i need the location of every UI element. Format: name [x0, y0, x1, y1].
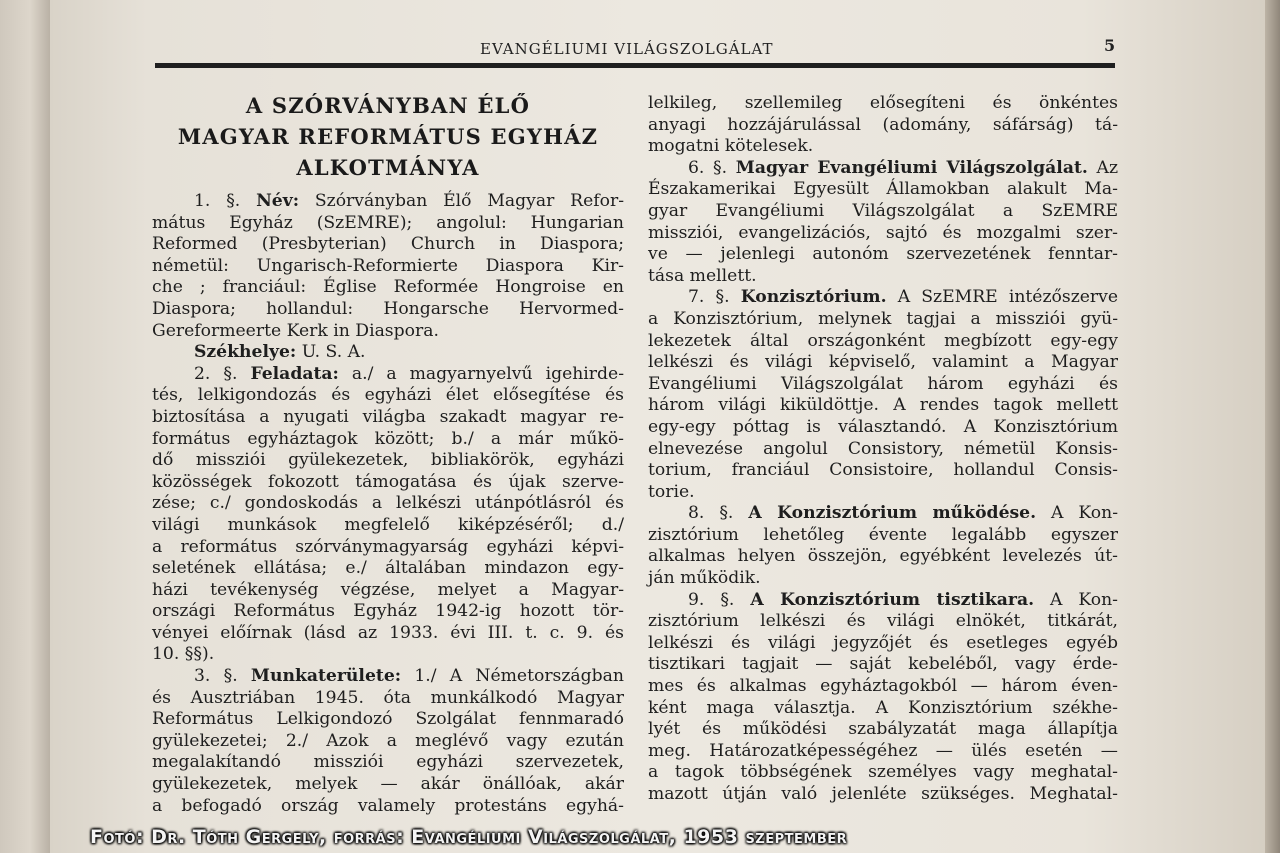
seat-line	[152, 342, 624, 364]
text-line: alkalmas helyen összejön, egyébként levelezés út-	[648, 546, 1118, 567]
text-line: tés, lelkigondozás és egyházi élet elősegítése és	[152, 385, 624, 406]
text-line: lelkileg, szellemileg elősegíteni és önkéntes	[648, 93, 1118, 113]
text-line: dő missziói gyülekezetek, bibliakörök, egyházi	[152, 450, 624, 471]
text-line: gyülekezetek, melyek — akár önállóak, akár	[152, 774, 624, 795]
section-number: 1. §.	[194, 191, 241, 211]
text-line: ként maga választja. A Konzisztórium székhe-	[648, 697, 1118, 718]
text-line: mogatni kötelesek.	[648, 136, 814, 157]
text-line: országi Református Egyház 1942-ig hozott tör-	[152, 601, 624, 622]
text-line: gyülekezetei; 2./ Azok a meglévő vagy ezután	[152, 730, 624, 751]
photo-credit-caption: Fotó: Dr. Tóth Gergely, forrás: Evangéliumi Világszolgálat, 1953 szeptember	[90, 826, 848, 848]
text-line: megalakítandó missziói egyházi szervezetek,	[152, 752, 624, 773]
text-line: Diaspora; hollandul: Hongarsche Hervormed-	[152, 298, 624, 319]
text-line: 10. §§).	[152, 644, 215, 665]
text-line: a református szórványmagyarság egyházi képvi-	[152, 536, 624, 557]
text-line: tisztikari tagjait — saját kebeléből, vagy érde-	[648, 654, 1118, 675]
section-label: Konzisztórium.	[740, 287, 887, 308]
text-fragment: Az	[1096, 157, 1119, 178]
title-line: ALKOTMÁNYA	[296, 155, 480, 180]
left-page-edge	[0, 0, 50, 853]
text-line	[648, 287, 1118, 309]
text-line: mazott útján való jelenléte szükséges. Meghatal-	[648, 784, 1118, 804]
text-line: meg. Határozatképességéhez — ülés esetén —	[648, 740, 1118, 761]
seat-label: Székhelye:	[194, 342, 297, 363]
text-line	[648, 158, 1118, 180]
text-line: világi munkások megfelelő kiképzéséről; d./	[152, 514, 624, 535]
text-line: che ; franciául: Église Reformée Hongroise en	[152, 277, 624, 298]
left-column	[152, 90, 624, 817]
text-line: mes és alkalmas egyháztagokból — három éven-	[648, 676, 1118, 697]
text-line: vényei előírnak (lásd az 1933. évi III. t. c. 9. és	[152, 622, 624, 643]
text-line: lelkészi és világi képviselő, valamint a Magyar	[648, 352, 1118, 373]
text-line	[152, 666, 624, 688]
section-9-officers	[648, 590, 1118, 806]
text-fragment: Szórványban Élő Magyar Refor-	[314, 191, 624, 211]
section-1-name	[152, 191, 624, 342]
text-line: németül: Ungarisch-Reformierte Diaspora Kir-	[152, 255, 624, 276]
text-line	[152, 364, 624, 386]
section-5-continuation	[648, 93, 1118, 158]
text-line: a Konzisztórium, melynek tagjai a missziói gyü-	[648, 308, 1118, 329]
section-label: Munkaterülete:	[250, 666, 402, 687]
text-line: lelkészi és világi jegyzőjét és esetleges egyéb	[648, 632, 1118, 653]
seat-value: U. S. A.	[301, 342, 366, 363]
text-fragment: a./ a magyarnyelvű igehirde-	[351, 363, 625, 384]
running-title: EVANGÉLIUMI VILÁGSZOLGÁLAT	[480, 40, 774, 58]
text-line: seletének ellátása; e./ általában mindazon egy-	[152, 558, 624, 579]
article-title	[152, 90, 624, 183]
page-number: 5	[1104, 36, 1116, 55]
text-line: Reformed (Presbyterian) Church in Diaspora;	[152, 234, 624, 255]
text-line: gyar Evangéliumi Világszolgálat a SzEMRE	[648, 200, 1118, 221]
section-label: Név:	[256, 191, 300, 211]
text-line: Északamerikai Egyesült Államokban alakult Ma-	[648, 179, 1118, 200]
section-number: 2. §.	[194, 363, 238, 384]
title-line: A SZÓRVÁNYBAN ÉLŐ	[245, 93, 531, 118]
text-line	[152, 191, 624, 213]
section-label: A Konzisztórium tisztikara.	[750, 589, 1035, 610]
header-rule	[155, 63, 1115, 68]
title-line: MAGYAR REFORMÁTUS EGYHÁZ	[177, 124, 599, 149]
section-number: 8. §.	[688, 503, 734, 524]
text-line: három világi kiküldöttje. A rendes tagok mellett	[648, 395, 1118, 416]
right-column	[648, 93, 1118, 806]
text-line	[152, 342, 624, 364]
text-line	[648, 590, 1118, 612]
text-line: formátus egyháztagok között; b./ a már műkö-	[152, 428, 624, 449]
text-line: zisztórium lehetőleg évente legalább egyszer	[648, 524, 1118, 545]
section-6-world-service	[648, 158, 1118, 288]
text-line: torium, franciául Consistoire, hollandul Consis-	[648, 460, 1118, 481]
text-line: ve — jelenlegi autonóm szervezetének fenntar-	[648, 244, 1118, 265]
text-line: biztosítása a nyugati világba szakadt magyar re-	[152, 406, 624, 427]
right-page-edge	[1265, 0, 1280, 853]
section-label: Feladata:	[250, 363, 339, 384]
text-line: Evangéliumi Világszolgálat három egyházi és	[648, 373, 1118, 394]
section-7-consistory	[648, 287, 1118, 503]
text-line: lekezetek által országonként megbízott egy-egy	[648, 330, 1118, 351]
text-fragment: A Kon-	[1050, 589, 1118, 610]
text-line: elnevezése angolul Consistory, németül Konsis-	[648, 438, 1118, 459]
text-line: házi tevékenység végzése, melyet a Magyar-	[152, 579, 624, 600]
section-number: 3. §.	[194, 666, 238, 687]
text-line: a befogadó ország valamely protestáns egyhá-	[152, 795, 624, 816]
text-line: közösségek fokozott támogatása és újak szerve-	[152, 471, 624, 492]
text-line: torie.	[648, 481, 695, 502]
text-line	[648, 503, 1118, 525]
text-line: lyét és működési szabályzatát maga állapítja	[648, 719, 1118, 740]
section-number: 9. §.	[688, 589, 735, 610]
text-line: zisztórium lelkészi és világi elnökét, titkárát,	[648, 611, 1118, 632]
section-8-operation	[648, 503, 1118, 589]
text-fragment: A SzEMRE intézőszerve	[897, 287, 1119, 308]
text-fragment: 1./ A Németországban	[414, 666, 624, 687]
text-line: missziói, evangelizációs, sajtó és mozgalmi szer-	[648, 222, 1118, 243]
text-line: anyagi hozzájárulással (adomány, sáfárság) tá-	[648, 114, 1118, 135]
section-number: 6. §.	[688, 157, 728, 178]
section-2-tasks	[152, 364, 624, 666]
section-label: A Konzisztórium működése.	[748, 503, 1037, 524]
text-line: ján működik.	[648, 568, 761, 589]
text-line: és Ausztriában 1945. óta munkálkodó Magyar	[152, 687, 624, 708]
text-line: egy-egy póttag is választandó. A Konzisztórium	[648, 416, 1118, 437]
text-line: Református Lelkigondozó Szolgálat fennmaradó	[152, 709, 624, 730]
section-number: 7. §.	[688, 287, 730, 308]
text-line: tása mellett.	[648, 265, 757, 286]
section-label: Magyar Evangéliumi Világszolgálat.	[735, 157, 1088, 178]
text-line: zése; c./ gondoskodás a lelkészi utánpótlásról és	[152, 493, 624, 514]
text-line: Gereformeerte Kerk in Diaspora.	[152, 320, 439, 341]
text-line: a tagok többségének személyes vagy meghatal-	[648, 762, 1118, 783]
section-3-area	[152, 666, 624, 817]
text-fragment: A Kon-	[1051, 503, 1118, 524]
text-line: mátus Egyház (SzEMRE); angolul: Hungarian	[152, 212, 624, 233]
